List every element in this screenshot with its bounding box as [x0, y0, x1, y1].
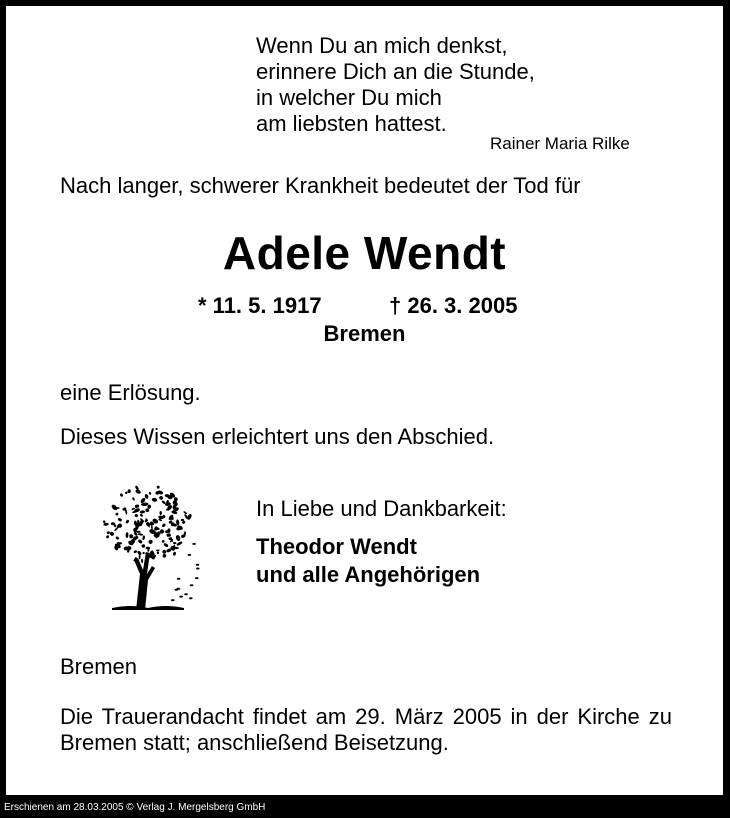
birth-date: * 11. 5. 1917 — [198, 293, 322, 318]
deceased-place: Bremen — [323, 321, 406, 346]
place-text: Bremen — [60, 654, 138, 679]
poem — [256, 33, 535, 137]
publication-footer: Erschienen am 28.03.2005 © Verlag J. Mergelsberg GmbH — [4, 802, 266, 813]
deceased-name: Adele Wendt — [222, 227, 507, 279]
mourner-family: und alle Angehörigen — [256, 562, 481, 587]
obituary-card — [6, 6, 723, 795]
poem-author: Rainer Maria Rilke — [490, 134, 630, 153]
mourners — [256, 533, 480, 589]
poem-line: Wenn Du an mich denkst, — [256, 33, 508, 58]
relief-text: eine Erlösung. — [60, 380, 201, 405]
comfort-text: Dieses Wissen erleichtert uns den Abschied. — [60, 424, 495, 449]
poem-line: in welcher Du mich — [256, 85, 442, 110]
intro-text: Nach langer, schwerer Krankheit bedeutet der Tod für — [60, 173, 581, 198]
service-notice: Die Trauerandacht findet am 29. März 2005 in der Kirche zu Bremen statt; anschließend Beisetzung. — [60, 704, 672, 755]
mourner-name: Theodor Wendt — [256, 534, 417, 559]
poem-line: am liebsten hattest. — [256, 111, 447, 136]
death-date: † 26. 3. 2005 — [389, 293, 518, 318]
tree-icon — [90, 482, 200, 612]
greeting-text: In Liebe und Dankbarkeit: — [256, 496, 507, 521]
poem-line: erinnere Dich an die Stunde, — [256, 59, 535, 84]
